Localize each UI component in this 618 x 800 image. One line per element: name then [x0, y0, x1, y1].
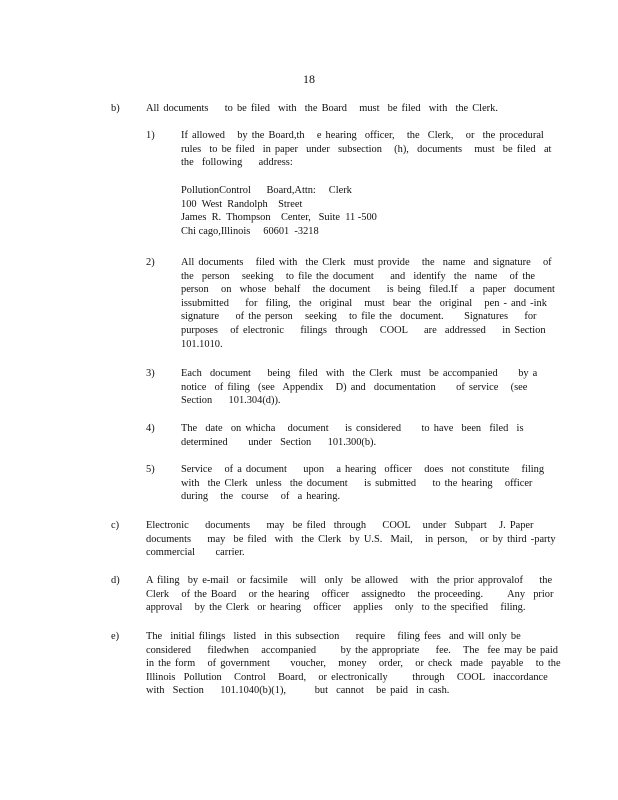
page-number: 18 [303, 72, 315, 86]
text-line: person on whose behalf the document is being filed.If a paper document [181, 284, 555, 296]
text-line: All documents to be filed with the Board must be filed with the Clerk. [146, 103, 498, 114]
subparagraph-text [181, 129, 551, 170]
text-line: during the course of a hearing. [181, 491, 341, 503]
text-line: If allowed by the Board,th e hearing officer, the Clerk, or the procedural [181, 130, 544, 141]
text-line: approval by the Clerk or hearing officer applies only to the specified filing. [146, 602, 526, 614]
text-line: with the Clerk unless the document is submitted to the hearing officer [181, 477, 533, 489]
text-line: The initial filings listed in this subsection require filing fees and will only be [146, 631, 521, 642]
paragraph-text [146, 519, 556, 560]
text-line: Section 101.304(d)). [181, 395, 281, 407]
paragraph-label: d) [111, 575, 120, 586]
subparagraph-text [181, 422, 524, 449]
address-line: PollutionControl Board,Attn: Clerk [181, 185, 352, 196]
subparagraph-text [181, 367, 537, 408]
subparagraph-text [181, 256, 555, 351]
paragraph-text [146, 574, 553, 615]
text-line: Each document being filed with the Clerk must be accompanied by a [181, 368, 538, 379]
text-line: A filing by e-mail or facsimile will only be allowed with the prior approvalof the [146, 575, 553, 586]
subparagraph-label: 4) [146, 423, 155, 434]
address-line: 100 West Randolph Street [181, 198, 303, 210]
text-line: Service of a document upon a hearing officer does not constitute filing [181, 464, 545, 475]
text-line: All documents filed with the Clerk must provide the name and signature of [181, 257, 552, 268]
text-line: determined under Section 101.300(b). [181, 436, 377, 448]
text-line: 101.1010. [181, 338, 223, 350]
text-line: commercial carrier. [146, 547, 245, 559]
paragraph-text [146, 102, 498, 116]
mailing-address [181, 184, 377, 238]
subparagraph-label: 3) [146, 368, 155, 379]
text-line: notice of filing (see Appendix D) and documentation of service (see [181, 381, 528, 393]
text-line: issubmitted for filing, the original must bear the original pen - and -ink [181, 297, 547, 309]
text-line: signature of the person seeking to file the document. Signatures for [181, 311, 537, 323]
address-line: James R. Thompson Center, Suite 11 -500 [181, 212, 377, 224]
subparagraph-label: 1) [146, 130, 155, 141]
text-line: the following address: [181, 157, 293, 169]
text-line: the person seeking to file the document and identify the name of the [181, 270, 536, 282]
address-line: Chi cago,Illinois 60601 -3218 [181, 225, 319, 237]
text-line: rules to be filed in paper under subsection (h), documents must be filed at [181, 143, 552, 155]
subparagraph-label: 5) [146, 464, 155, 475]
text-line: purposes of electronic filings through COOL are addressed in Section [181, 324, 546, 336]
text-line: Electronic documents may be filed through COOL under Subpart J. Paper [146, 520, 534, 531]
paragraph-label: e) [111, 631, 120, 642]
text-line: Clerk of the Board or the hearing officer assignedto the proceeding. Any prior [146, 588, 554, 600]
subparagraph-text [181, 463, 544, 504]
paragraph-label: c) [111, 520, 120, 531]
subparagraph-label: 2) [146, 257, 155, 268]
text-line: with Section 101.1040(b)(1), but cannot be paid in cash. [146, 685, 450, 697]
paragraph-text [146, 630, 561, 698]
paragraph-label: b) [111, 103, 120, 114]
text-line: documents may be filed with the Clerk by U.S. Mail, in person, or by third -party [146, 533, 556, 545]
text-line: considered filedwhen accompanied by the appropriate fee. The fee may be paid [146, 644, 558, 656]
text-line: The date on whicha document is considered to have been filed is [181, 423, 524, 434]
text-line: Illinois Pollution Control Board, or electronically through COOL inaccordance [146, 671, 548, 683]
text-line: in the form of government voucher, money order, or check made payable to the [146, 658, 561, 670]
